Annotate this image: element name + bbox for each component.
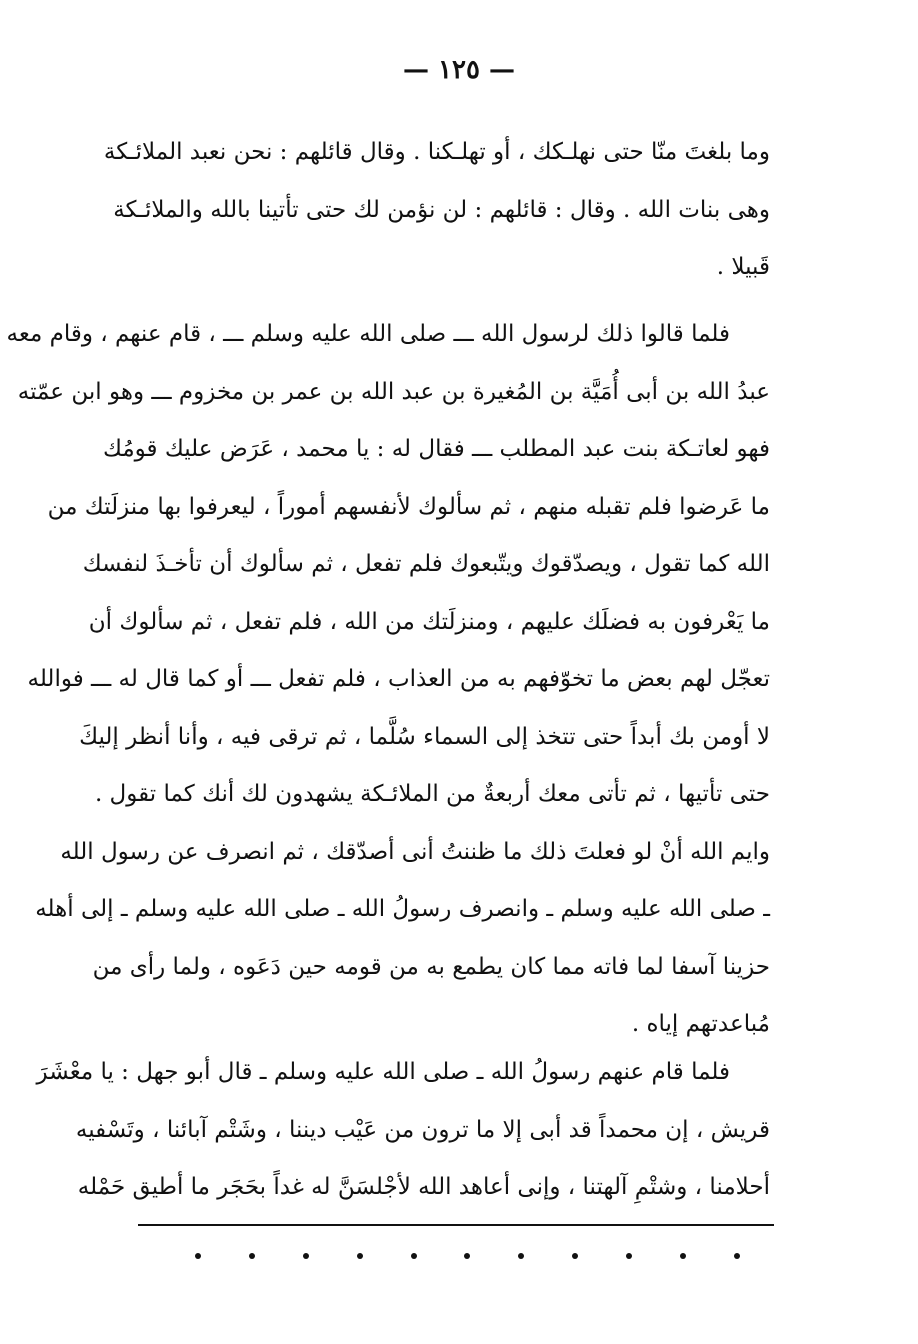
text-line: ما عَرضوا فلم تقبله منهم ، ثم سألوك لأنفسهم أموراً ، ليعرفوا بها منزلَتك من: [47, 493, 770, 520]
text-line: حزينا آسفا لما فاته مما كان يطمع به من قومه حين دَعَوه ، ولما رأى من: [92, 953, 770, 980]
text-line: وايم الله أنْ لو فعلتَ ذلك ما ظننتُ أنى أصدّقك ، ثم انصرف عن رسول الله: [60, 838, 770, 865]
footer-dot-row: [195, 1246, 740, 1266]
text-line: فهو لعاتـكة بنت عبد المطلب ـــ فقال له : يا محمد ، عَرَض عليك قومُك: [102, 436, 770, 462]
page-number: — ١٢٥ —: [402, 55, 516, 85]
text-line: الله كما تقول ، ويصدّقوك ويتّبعوك فلم تفعل ، ثم سألوك أن تأخـذَ لنفسك: [82, 551, 770, 577]
paragraph-1: [103, 124, 770, 297]
text-line: ما يَعْرفون به فضلَك عليهم ، ومنزلَتك من الله ، فلم تفعل ، ثم سألوك أن: [88, 608, 770, 635]
footer-dot: [518, 1253, 524, 1259]
text-line: ـ صلى الله عليه وسلم ـ وانصرف رسولُ الله ـ صلى الله عليه وسلم ـ إلى أهله: [35, 896, 770, 922]
text-line: قريش ، إن محمداً قد أبى إلا ما ترون من عَيْب ديننا ، وشَتْم آبائنا ، وتَسْفيه: [75, 1116, 770, 1143]
footer-dot: [249, 1253, 255, 1259]
text-line: تعجّل لهم بعض ما تخوّفهم به من العذاب ، فلم تفعل ـــ أو كما قال له ـــ فوالله: [27, 666, 770, 692]
footer-dot: [303, 1253, 309, 1259]
footer-dot: [572, 1253, 578, 1259]
text-line: قَبيلا .: [716, 254, 770, 280]
text-line: وهى بنات الله . وقال : قائلهم : لن نؤمن لك حتى تأتينا بالله والملائـكة: [113, 196, 770, 223]
text-line: عبدُ الله بن أبى أُمَيَّة بن المُغيرة بن عبد الله بن عمر بن مخزوم ـــ وهو ابن عمّته: [17, 378, 770, 405]
footer-dot: [195, 1253, 201, 1259]
footer-dot: [734, 1253, 740, 1259]
text-line: فلما قام عنهم رسولُ الله ـ صلى الله عليه وسلم ـ قال أبو جهل : يا معْشَرَ: [36, 1059, 730, 1085]
paragraph-3: [36, 1044, 770, 1217]
footer-dot: [680, 1253, 686, 1259]
footer-dot: [464, 1253, 470, 1259]
text-line: وما بلغتَ منّا حتى نهلـكك ، أو تهلـكنا . وقال قائلهم : نحن نعبد الملائـكة: [103, 139, 770, 165]
text-line: حتى تأتيها ، ثم تأتى معك أربعةٌ من الملائـكة يشهدون لك أنك كما تقول .: [94, 781, 770, 807]
text-line: فلما قالوا ذلك لرسول الله ـــ صلى الله عليه وسلم ـــ ، قام عنهم ، وقام معه: [6, 321, 730, 347]
footer-rule: [138, 1224, 774, 1226]
text-line: لا أومن بك أبداً حتى تتخذ إلى السماء سُلَّما ، ثم ترقى فيه ، وأنا أنظر إليكَ: [79, 723, 770, 750]
footer-dot: [357, 1253, 363, 1259]
footer-dot: [626, 1253, 632, 1259]
paragraph-2: [6, 306, 770, 1054]
text-line: أحلامنا ، وشتْمِ آلهتنا ، وإنى أعاهد الله لأجْلسَنَّ له غداً بحَجَر ما أطيق حَمْله: [77, 1174, 770, 1200]
text-line: مُباعدتهم إياه .: [631, 1011, 770, 1037]
footer-dot: [411, 1253, 417, 1259]
